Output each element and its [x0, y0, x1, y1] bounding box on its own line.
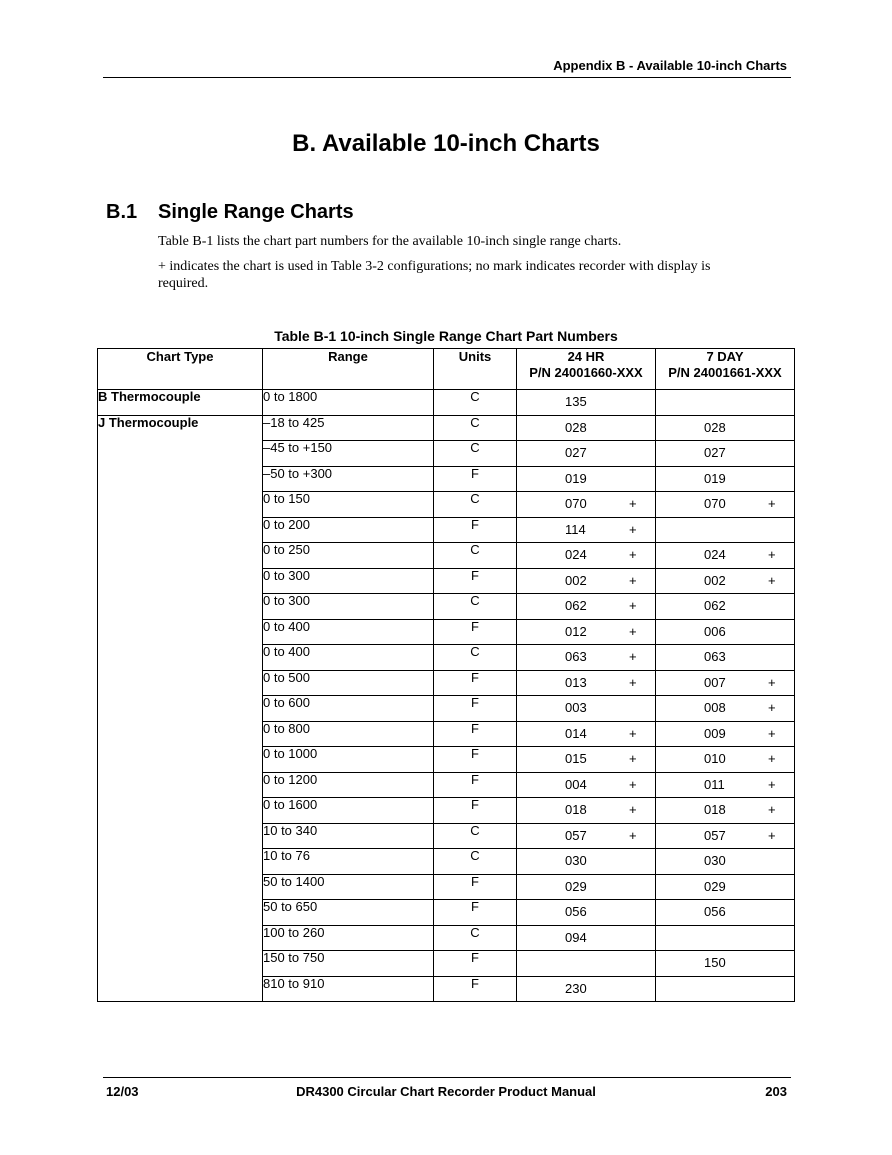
cell-units: C	[434, 390, 517, 416]
header-units: Units	[434, 349, 517, 390]
cell-24hr-pn	[517, 670, 656, 696]
cell-24hr-pn-number: 056	[565, 904, 587, 919]
cell-units: F	[434, 798, 517, 824]
cell-24hr-pn-number: 029	[565, 878, 587, 894]
cell-7day-pn	[656, 492, 795, 518]
cell-units: F	[434, 900, 517, 926]
cell-7day-pn-plus-mark: +	[768, 547, 776, 562]
cell-7day-pn	[656, 517, 795, 543]
cell-24hr-pn-plus-mark: +	[629, 598, 637, 613]
cell-7day-pn	[656, 594, 795, 620]
cell-range: 0 to 600	[263, 696, 434, 722]
table-row	[98, 594, 795, 620]
cell-7day-pn	[656, 772, 795, 798]
cell-7day-pn	[656, 976, 795, 1002]
cell-chart-type	[98, 951, 263, 977]
cell-24hr-pn	[517, 594, 656, 620]
cell-range: 0 to 200	[263, 517, 434, 543]
cell-7day-pn-number: 009	[704, 725, 726, 741]
cell-24hr-pn-number: 094	[565, 929, 587, 945]
cell-units: F	[434, 568, 517, 594]
cell-7day-pn-number: 070	[704, 496, 726, 511]
cell-7day-pn-plus-mark: +	[768, 700, 776, 715]
cell-chart-type	[98, 798, 263, 824]
cell-24hr-pn	[517, 619, 656, 645]
cell-24hr-pn-number: 062	[565, 598, 587, 613]
header-24hr	[517, 349, 656, 390]
cell-range: 0 to 800	[263, 721, 434, 747]
cell-24hr-pn-number: 027	[565, 445, 587, 460]
table-row	[98, 670, 795, 696]
footer-rule	[103, 1077, 791, 1078]
cell-24hr-pn	[517, 900, 656, 926]
cell-7day-pn-plus-mark: +	[768, 751, 776, 766]
cell-24hr-pn-number: 015	[565, 751, 587, 766]
cell-24hr-pn	[517, 721, 656, 747]
table-row	[98, 721, 795, 747]
cell-24hr-pn	[517, 696, 656, 722]
section-heading	[106, 201, 354, 224]
cell-units: F	[434, 721, 517, 747]
cell-units: C	[434, 415, 517, 441]
cell-units: F	[434, 772, 517, 798]
table-row	[98, 390, 795, 416]
cell-7day-pn-number: 056	[704, 904, 726, 919]
cell-chart-type	[98, 772, 263, 798]
cell-24hr-pn-plus-mark: +	[629, 674, 637, 690]
cell-7day-pn	[656, 823, 795, 849]
cell-7day-pn-number: 019	[704, 470, 726, 486]
cell-chart-type	[98, 721, 263, 747]
table-row	[98, 849, 795, 875]
cell-chart-type	[98, 670, 263, 696]
cell-7day-pn	[656, 543, 795, 569]
cell-24hr-pn	[517, 492, 656, 518]
cell-units: C	[434, 441, 517, 467]
table-row	[98, 619, 795, 645]
cell-range: 0 to 1000	[263, 747, 434, 773]
cell-24hr-pn	[517, 517, 656, 543]
cell-range: 150 to 750	[263, 951, 434, 977]
footer-page-number: 203	[765, 1084, 787, 1099]
cell-units: C	[434, 594, 517, 620]
chapter-title: B. Available 10-inch Charts	[292, 130, 600, 157]
cell-chart-type	[98, 441, 263, 467]
cell-24hr-pn-number: 012	[565, 623, 587, 639]
cell-24hr-pn-number: 030	[565, 853, 587, 868]
cell-24hr-pn-number: 070	[565, 496, 587, 511]
cell-range: 0 to 300	[263, 568, 434, 594]
table-row	[98, 517, 795, 543]
cell-7day-pn	[656, 874, 795, 900]
cell-7day-pn	[656, 925, 795, 951]
cell-chart-type: J Thermocouple	[98, 415, 263, 441]
footer-date: 12/03	[106, 1084, 139, 1099]
cell-units: C	[434, 849, 517, 875]
cell-range: –50 to +300	[263, 466, 434, 492]
footer-manual-title: DR4300 Circular Chart Recorder Product Manual	[296, 1084, 596, 1099]
cell-7day-pn	[656, 441, 795, 467]
cell-chart-type	[98, 543, 263, 569]
cell-7day-pn-plus-mark: +	[768, 776, 776, 792]
header-rule	[103, 77, 791, 78]
cell-24hr-pn-number: 004	[565, 776, 587, 792]
cell-24hr-pn-plus-mark: +	[629, 623, 637, 639]
cell-chart-type	[98, 492, 263, 518]
cell-chart-type	[98, 466, 263, 492]
cell-7day-pn-number: 027	[704, 445, 726, 460]
cell-units: C	[434, 925, 517, 951]
cell-24hr-pn-plus-mark: +	[629, 802, 637, 817]
cell-units: F	[434, 466, 517, 492]
header-range: Range	[263, 349, 434, 390]
header-24hr-line2: P/N 24001660-XXX	[529, 365, 643, 380]
section-title: Single Range Charts	[158, 201, 354, 223]
cell-24hr-pn-plus-mark: +	[629, 547, 637, 562]
cell-units: F	[434, 517, 517, 543]
cell-range: 0 to 400	[263, 619, 434, 645]
cell-range: 50 to 1400	[263, 874, 434, 900]
cell-7day-pn-plus-mark: +	[768, 802, 776, 817]
cell-24hr-pn	[517, 568, 656, 594]
cell-7day-pn-number: 057	[704, 827, 726, 843]
cell-7day-pn-plus-mark: +	[768, 827, 776, 843]
cell-24hr-pn-plus-mark: +	[629, 496, 637, 511]
cell-24hr-pn	[517, 951, 656, 977]
cell-7day-pn-number: 029	[704, 878, 726, 894]
cell-7day-pn	[656, 798, 795, 824]
cell-chart-type	[98, 849, 263, 875]
cell-chart-type	[98, 925, 263, 951]
chart-part-numbers-table	[97, 348, 795, 1002]
cell-units: C	[434, 492, 517, 518]
table-row	[98, 441, 795, 467]
header-7day	[656, 349, 795, 390]
cell-24hr-pn-number: 024	[565, 547, 587, 562]
cell-7day-pn-number: 011	[704, 776, 725, 792]
table-row	[98, 772, 795, 798]
cell-24hr-pn	[517, 390, 656, 416]
cell-7day-pn-number: 150	[704, 955, 726, 970]
table-header-row	[98, 349, 795, 390]
cell-24hr-pn-number: 003	[565, 700, 587, 715]
cell-7day-pn-number: 024	[704, 547, 726, 562]
cell-chart-type	[98, 976, 263, 1002]
cell-range: 0 to 500	[263, 670, 434, 696]
cell-7day-pn	[656, 645, 795, 671]
cell-range: 10 to 340	[263, 823, 434, 849]
cell-chart-type	[98, 823, 263, 849]
cell-7day-pn-number: 030	[704, 853, 726, 868]
cell-24hr-pn-number: 014	[565, 725, 587, 741]
cell-units: F	[434, 976, 517, 1002]
cell-24hr-pn	[517, 645, 656, 671]
cell-24hr-pn-number: 114	[565, 521, 586, 537]
cell-units: F	[434, 747, 517, 773]
legend-paragraph: + indicates the chart is used in Table 3-2 configurations; no mark indicates recorder with display is required.	[158, 259, 711, 291]
cell-chart-type	[98, 747, 263, 773]
header-7day-line1: 7 DAY	[706, 349, 744, 364]
table-caption: Table B-1 10-inch Single Range Chart Part Numbers	[274, 328, 618, 344]
header-24hr-line1: 24 HR	[567, 349, 605, 364]
cell-7day-pn-number: 008	[704, 700, 726, 715]
cell-7day-pn-number: 002	[704, 572, 726, 588]
cell-7day-pn-number: 018	[704, 802, 726, 817]
cell-7day-pn	[656, 951, 795, 977]
cell-7day-pn-plus-mark: +	[768, 674, 776, 690]
cell-units: C	[434, 645, 517, 671]
cell-24hr-pn	[517, 747, 656, 773]
cell-range: 100 to 260	[263, 925, 434, 951]
table-row	[98, 543, 795, 569]
cell-7day-pn-number: 010	[704, 751, 726, 766]
cell-24hr-pn	[517, 976, 656, 1002]
cell-24hr-pn-number: 057	[565, 827, 587, 843]
table-row	[98, 823, 795, 849]
cell-24hr-pn-plus-mark: +	[629, 751, 637, 766]
intro-paragraph: Table B-1 lists the chart part numbers for the available 10-inch single range charts.	[158, 234, 622, 249]
table-row	[98, 798, 795, 824]
cell-24hr-pn-number: 028	[565, 419, 587, 435]
cell-24hr-pn-number: 013	[565, 674, 587, 690]
running-header: Appendix B - Available 10-inch Charts	[553, 58, 787, 73]
cell-units: F	[434, 619, 517, 645]
cell-24hr-pn-number: 230	[565, 980, 587, 996]
cell-range: 0 to 300	[263, 594, 434, 620]
cell-24hr-pn	[517, 798, 656, 824]
cell-range: –45 to +150	[263, 441, 434, 467]
cell-24hr-pn-plus-mark: +	[629, 827, 637, 843]
cell-7day-pn	[656, 696, 795, 722]
table-row	[98, 925, 795, 951]
cell-range: 50 to 650	[263, 900, 434, 926]
header-chart-type: Chart Type	[98, 349, 263, 390]
cell-units: C	[434, 543, 517, 569]
cell-24hr-pn	[517, 772, 656, 798]
cell-chart-type	[98, 645, 263, 671]
table-row	[98, 645, 795, 671]
cell-range: 810 to 910	[263, 976, 434, 1002]
cell-7day-pn-plus-mark: +	[768, 725, 776, 741]
table-row	[98, 951, 795, 977]
cell-7day-pn-number: 063	[704, 649, 726, 664]
cell-24hr-pn-plus-mark: +	[629, 725, 637, 741]
cell-chart-type	[98, 619, 263, 645]
cell-units: F	[434, 874, 517, 900]
cell-24hr-pn-plus-mark: +	[629, 521, 637, 537]
cell-chart-type	[98, 696, 263, 722]
cell-range: 0 to 150	[263, 492, 434, 518]
cell-units: F	[434, 951, 517, 977]
cell-chart-type: B Thermocouple	[98, 390, 263, 416]
cell-7day-pn	[656, 619, 795, 645]
table-row	[98, 466, 795, 492]
cell-units: F	[434, 696, 517, 722]
cell-24hr-pn-number: 019	[565, 470, 587, 486]
cell-range: 0 to 400	[263, 645, 434, 671]
table-row	[98, 976, 795, 1002]
table-row	[98, 874, 795, 900]
cell-24hr-pn-plus-mark: +	[629, 776, 637, 792]
cell-range: 0 to 250	[263, 543, 434, 569]
cell-24hr-pn-number: 063	[565, 649, 587, 664]
cell-24hr-pn	[517, 415, 656, 441]
cell-7day-pn	[656, 390, 795, 416]
cell-24hr-pn-number: 002	[565, 572, 587, 588]
cell-7day-pn	[656, 415, 795, 441]
cell-range: 0 to 1600	[263, 798, 434, 824]
table-row	[98, 415, 795, 441]
cell-7day-pn-number: 028	[704, 419, 726, 435]
table-row	[98, 900, 795, 926]
cell-24hr-pn-number: 135	[565, 394, 587, 409]
cell-chart-type	[98, 874, 263, 900]
cell-range: 0 to 1800	[263, 390, 434, 416]
cell-7day-pn-number: 006	[704, 623, 726, 639]
cell-24hr-pn	[517, 849, 656, 875]
cell-7day-pn	[656, 568, 795, 594]
cell-7day-pn-plus-mark: +	[768, 496, 776, 511]
cell-24hr-pn	[517, 925, 656, 951]
cell-7day-pn	[656, 900, 795, 926]
cell-range: 10 to 76	[263, 849, 434, 875]
cell-7day-pn	[656, 747, 795, 773]
cell-24hr-pn-number: 018	[565, 802, 587, 817]
cell-units: C	[434, 823, 517, 849]
cell-units: F	[434, 670, 517, 696]
cell-7day-pn-number: 007	[704, 674, 726, 690]
cell-7day-pn	[656, 670, 795, 696]
cell-7day-pn-number: 062	[704, 598, 726, 613]
cell-7day-pn	[656, 466, 795, 492]
cell-7day-pn	[656, 721, 795, 747]
table-body	[98, 390, 795, 1002]
cell-chart-type	[98, 594, 263, 620]
table-row	[98, 747, 795, 773]
cell-chart-type	[98, 517, 263, 543]
cell-7day-pn-plus-mark: +	[768, 572, 776, 588]
cell-24hr-pn	[517, 441, 656, 467]
table-row	[98, 696, 795, 722]
cell-range: –18 to 425	[263, 415, 434, 441]
cell-24hr-pn-plus-mark: +	[629, 649, 637, 664]
cell-chart-type	[98, 900, 263, 926]
section-number: B.1	[106, 201, 138, 223]
cell-7day-pn	[656, 849, 795, 875]
cell-chart-type	[98, 568, 263, 594]
table-row	[98, 568, 795, 594]
cell-24hr-pn	[517, 543, 656, 569]
cell-24hr-pn	[517, 466, 656, 492]
cell-range: 0 to 1200	[263, 772, 434, 798]
cell-24hr-pn	[517, 874, 656, 900]
cell-24hr-pn-plus-mark: +	[629, 572, 637, 588]
header-7day-line2: P/N 24001661-XXX	[668, 365, 782, 380]
cell-24hr-pn	[517, 823, 656, 849]
table-row	[98, 492, 795, 518]
